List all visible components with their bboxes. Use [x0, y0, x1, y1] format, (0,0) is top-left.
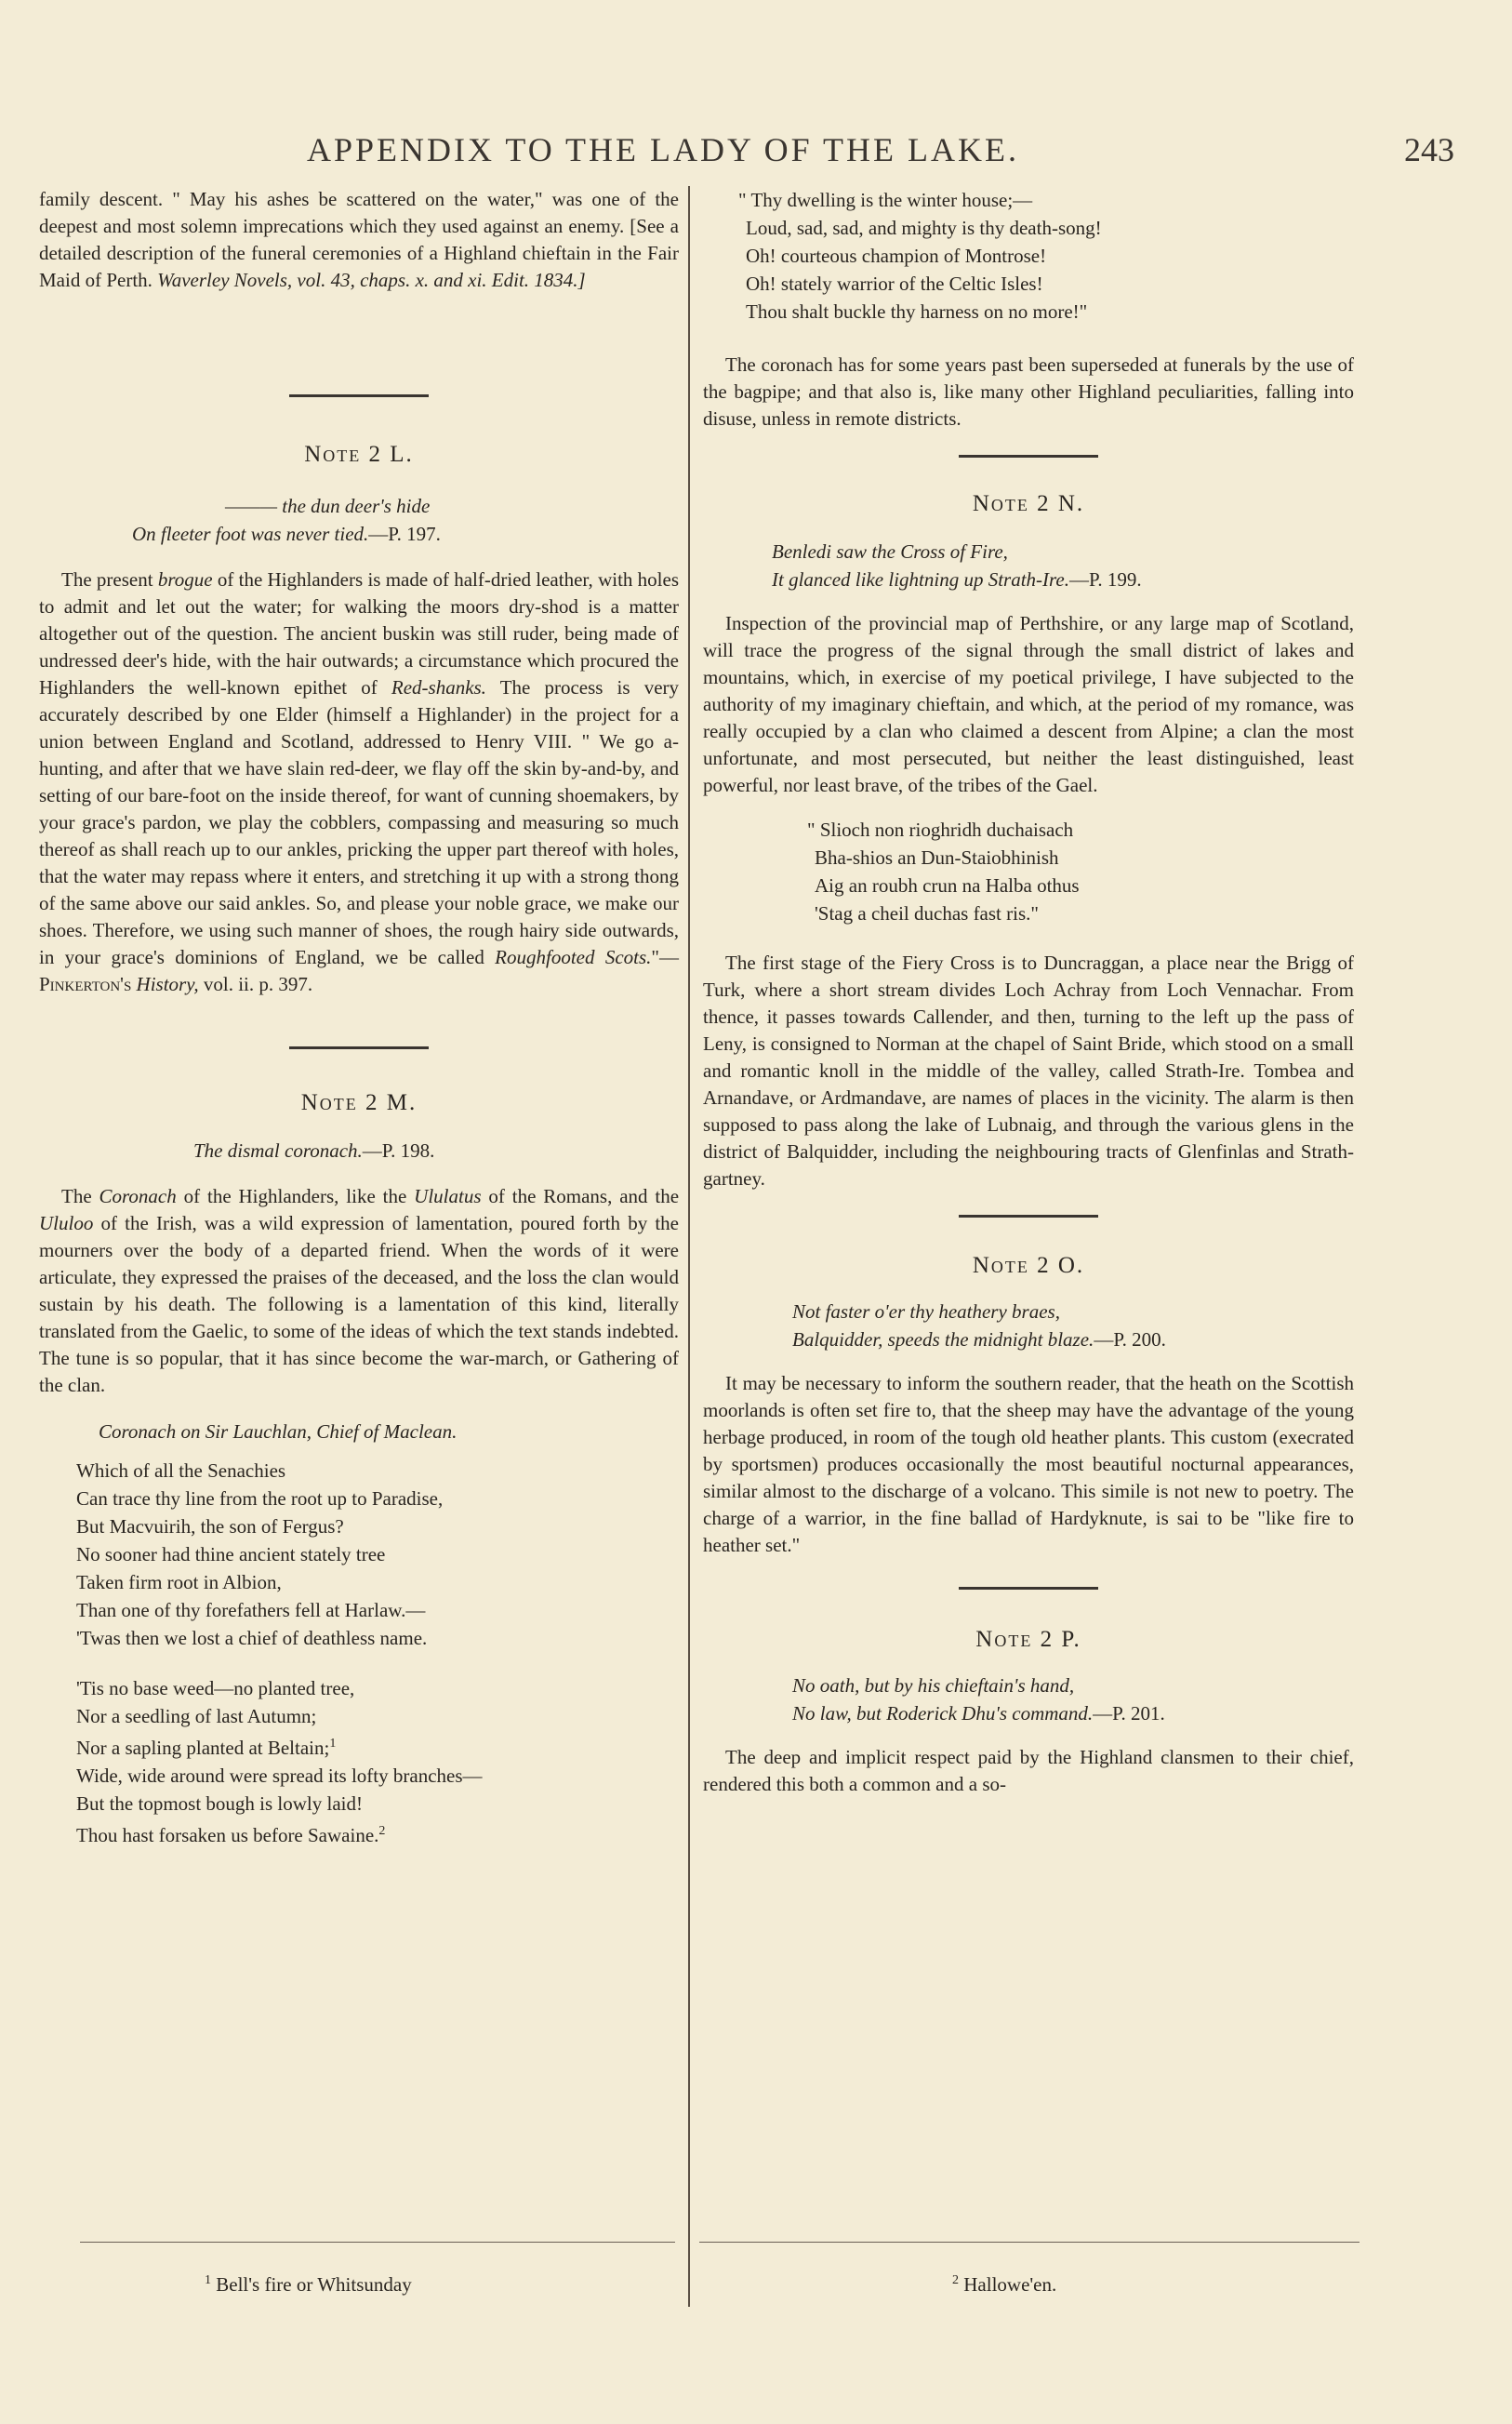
note-2l-body: The present brogue of the Highlanders is made of half-dried leather, with holes to admit and let out the water; for walking the moors dry-shod is a matter altogether out of the question. The ancient buskin was still ruder, being made of undressed deer's hide, with the hair outwards; a circumstance which procured the Highlanders the well-known epithet of Red-shanks. The process is very accurately described by one Elder (himself a Highlander) in the project for a union between England and Scotland, addressed to Henry VIII. " We go a-hunting, and after that we have slain red-deer, we flay off the skin by-and-by, and setting of our bare-foot on the inside thereof, for want of cunning shoemakers, by your grace's pardon, we play the cobblers, compassing and measuring so much thereof as shall reach up to our ankles, pricking the upper part thereof with holes, that the water may repass where it enters, and stretching it up with a strong thong of the same above our said ankles. So, and please your noble grace, we make our shoes. Therefore, we using such manner of shoes, the rough hairy side outwards, in your grace's dominions of England, we be called Roughfooted Scots."—Pinkerton's History, vol. ii. p. 397. [39, 568, 680, 995]
intro-text: family descent. " May his ashes be scattered on the water," was one of the deepest and most solemn imprecations which they used against an enemy. [See a detailed description of the funeral ceremonies of a Highland chieftain in the Fair Maid of Perth. [39, 188, 679, 291]
page-title: APPENDIX TO THE LADY OF THE LAKE. [307, 131, 1020, 168]
coronach-stanza-2: 'Tis no base weed—no planted tree, Nor a seedling of last Autumn; Nor a sapling planted at Beltain;$^1$ Wide, wide around were spread its lofty branches— But the topmost bough is lowly laid! Thou hast forsaken us before Sawaine.$^2$ [76, 1677, 483, 1846]
coronach-paragraph: The coronach has for some years past been superseded at funerals by the use of the bagpipe; and that also is, like many other Highland peculiarities, falling into disuse, unless in remote districts. [703, 353, 1354, 430]
note-heading-2m: Note 2 M. [300, 1090, 418, 1115]
running-head [0, 130, 1512, 177]
note-2m-body: The Coronach of the Highlanders, like the Ululatus of the Romans, and the Ululoo of the Irish, was a wild expression of lamentation, poured forth by the mourners over the body of a departed friend. When the words of it were articulate, they expressed the praises of the deceased, and the loss the clan would sustain by his death. The following is a lamentation of this kind, literally translated from the Gaelic, to some of the ideas of which the text stands indebted. The tune is so popular, that it has since become the war-march, or Gathering of the clan. [39, 1185, 680, 1396]
epigraph-2n: Benledi saw the Cross of Fire, It glanced like lightning up Strath-Ire.—P. 199. [772, 540, 1142, 591]
column-divider [688, 186, 690, 2307]
note-2p-body: The deep and implicit respect paid by the Highland clansmen to their chief, rendered this both a common and a so- [703, 1746, 1354, 1795]
epigraph-2p: No oath, but by his chieftain's hand, No law, but Roderick Dhu's command.—P. 201. [792, 1674, 1165, 1725]
note-heading-2o: Note 2 O. [972, 1253, 1085, 1278]
note-2o-body: It may be necessary to inform the southern reader, that the heath on the Scottish moorlands is often set fire to, that the sheep may have the advantage of the young herbage produced, in room of the tough old heather plants. This custom (execrated by sportsmen) produces occasionally the most beautiful nocturnal appearances, similar almost to the discharge of a volcano. This simile is not new to poetry. The charge of a warrior, in the fine ballad of Hardyknute, is sai to be "like fire to heather set." [703, 1372, 1354, 1556]
poem-title: Coronach on Sir Lauchlan, Chief of Maclean. [99, 1420, 458, 1443]
epigraph-2l: ——— the dun deer's hide On fleeter foot was never tied.—P. 197. [132, 495, 441, 545]
note-heading-2l: Note 2 L. [304, 442, 414, 467]
intro-citation: Waverley Novels, vol. 43, chaps. x. and xi. Edit. 1834.] [157, 269, 586, 291]
epigraph-2m: The dismal coronach.—P. 198. [193, 1139, 435, 1162]
note-2n-body-2: The first stage of the Fiery Cross is to Duncraggan, a place near the Brigg of Turk, where a short stream divides Loch Achray from Loch Vennachar. From thence, it passes towards Callender, and then, turning to the left up the pass of Leny, is consigned to Norman at the chapel of Saint Bride, which stood on a small and romantic knoll in the middle of the valley, called Strath-Ire. Tombea and Arnandave, or Ardmandave, are names of places in the vicinity. The alarm is then supposed to pass along the lake of Lubnaig, and through the various glens in the district of Balquidder, including the neighbouring tracts of Glenfinlas and Strath-gartney. [703, 952, 1354, 1190]
note-heading-2n: Note 2 N. [972, 491, 1085, 516]
left-column [39, 186, 679, 1849]
footnote-right: $^2$ Hallowe'en. [952, 2273, 1057, 2296]
footnote-left: $^1$ Bell's fire or Whitsunday [205, 2273, 412, 2296]
footnote-rule-left [80, 2242, 675, 2243]
coronach-stanza-1: Which of all the Senachies Can trace thy line from the root up to Paradise, But Macvuirih, the son of Fergus? No sooner had thine ancient stately tree Taken firm root in Albion, Than one of thy forefathers fell at Harlaw.— 'Twas then we lost a chief of deathless name. [76, 1459, 444, 1649]
page-number: 243 [1404, 131, 1454, 168]
coronach-stanza-3: " Thy dwelling is the winter house;— Loud, sad, sad, and mighty is thy death-song! Oh! courteous champion of Montrose! Oh! stately warrior of the Celtic Isles! Thou shalt buckle thy harness on no more!" [738, 189, 1102, 323]
note-2n-body: Inspection of the provincial map of Perthshire, or any large map of Scotland, will trace the progress of the signal through the small district of lakes and mountains, which, in exercise of my poetical privilege, I have subjected to the authority of my imaginary chieftain, and which, at the period of my romance, was really occupied by a clan who claimed a descent from Alpine; a clan the most unfortunate, and most persecuted, but neither the least distinguished, least powerful, nor least brave, of the tribes of the Gael. [703, 612, 1354, 796]
intro-paragraph [39, 186, 679, 294]
footnote-marker: 1 [329, 1737, 337, 1751]
note-heading-2p: Note 2 P. [975, 1627, 1081, 1652]
gaelic-verse: " Slioch non rioghridh duchaisach Bha-shios an Dun-Staiobhinish Aig an roubh crun na Halba othus 'Stag a cheil duchas fast ris." [807, 819, 1080, 925]
footnote-marker: 2 [378, 1824, 386, 1838]
footnote-rule-right [699, 2242, 1359, 2243]
epigraph-2o: Not faster o'er thy heathery braes, Balquidder, speeds the midnight blaze.—P. 200. [792, 1300, 1166, 1351]
right-column [703, 186, 1354, 1798]
